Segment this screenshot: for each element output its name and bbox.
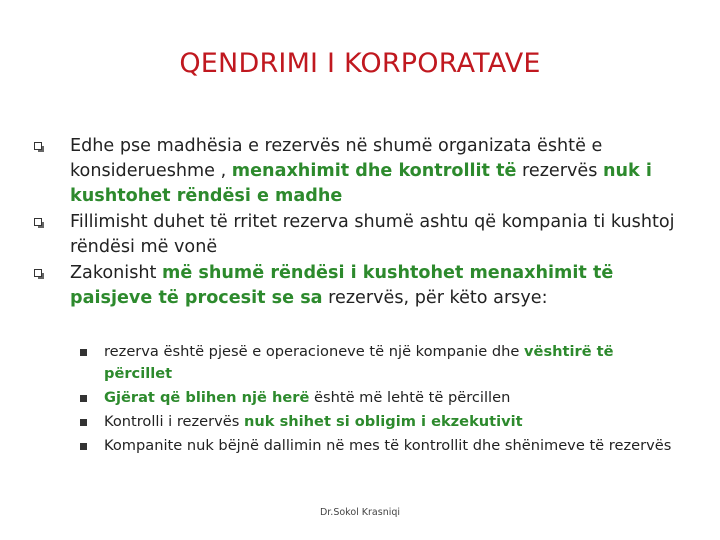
- bullet-text: Edhe pse madhësia e rezervës në shumë organizata është e konsiderueshme ,: [70, 136, 603, 181]
- slide-title: QENDRIMI I KORPORATAVE: [179, 48, 541, 79]
- sub-bullet-emphasis: nuk shihet si obligim i ekzekutivit: [244, 413, 523, 430]
- footer-author: Dr.Sokol Krasniqi: [319, 507, 401, 518]
- bullet-text: rezervës: [516, 161, 603, 181]
- sub-bullet-text: Kompanite nuk bëjnë dallimin në mes të kontrollit dhe shënimeve të rezervës: [104, 437, 672, 454]
- sub-bullet-item: [80, 341, 680, 385]
- square-bullet-icon: [34, 218, 42, 226]
- sub-bullet-text: rezerva është pjesë e operacioneve të një kompanie dhe: [104, 343, 525, 360]
- sub-bullet-emphasis: vështirë të përcillet: [104, 343, 614, 382]
- bullet-item: [34, 134, 694, 209]
- bullet-item: [34, 210, 694, 260]
- bullet-emphasis: nuk i kushtohet rëndësi e madhe: [70, 161, 652, 206]
- sub-bullet-item: [80, 435, 680, 457]
- sub-bullet-text: është më lehtë të përcillen: [309, 389, 511, 406]
- bullet-item: [34, 261, 694, 311]
- main-bullet-list: [34, 134, 694, 312]
- filled-square-bullet-icon: [80, 395, 87, 402]
- sub-bullet-item: [80, 411, 680, 433]
- sub-bullet-emphasis: Gjërat që blihen një herë: [104, 389, 310, 406]
- sub-bullet-text: Kontrolli i rezervës: [104, 413, 245, 430]
- filled-square-bullet-icon: [80, 443, 87, 450]
- sub-bullet-item: [80, 387, 680, 409]
- bullet-text: Fillimisht duhet të rritet rezerva shumë ashtu që kompania ti kushtoj rëndësi më vonë: [70, 212, 675, 257]
- bullet-text: rezervës, për këto arsye:: [322, 288, 548, 308]
- filled-square-bullet-icon: [80, 419, 87, 426]
- bullet-emphasis: më shumë rëndësi i kushtohet menaxhimit të paisjeve të procesit se sa: [70, 263, 614, 308]
- filled-square-bullet-icon: [80, 349, 87, 356]
- sub-bullet-list: [80, 341, 680, 459]
- square-bullet-icon: [34, 269, 42, 277]
- bullet-text: Zakonisht: [70, 263, 163, 283]
- bullet-emphasis: menaxhimit dhe kontrollit të: [231, 161, 517, 181]
- square-bullet-icon: [34, 142, 42, 150]
